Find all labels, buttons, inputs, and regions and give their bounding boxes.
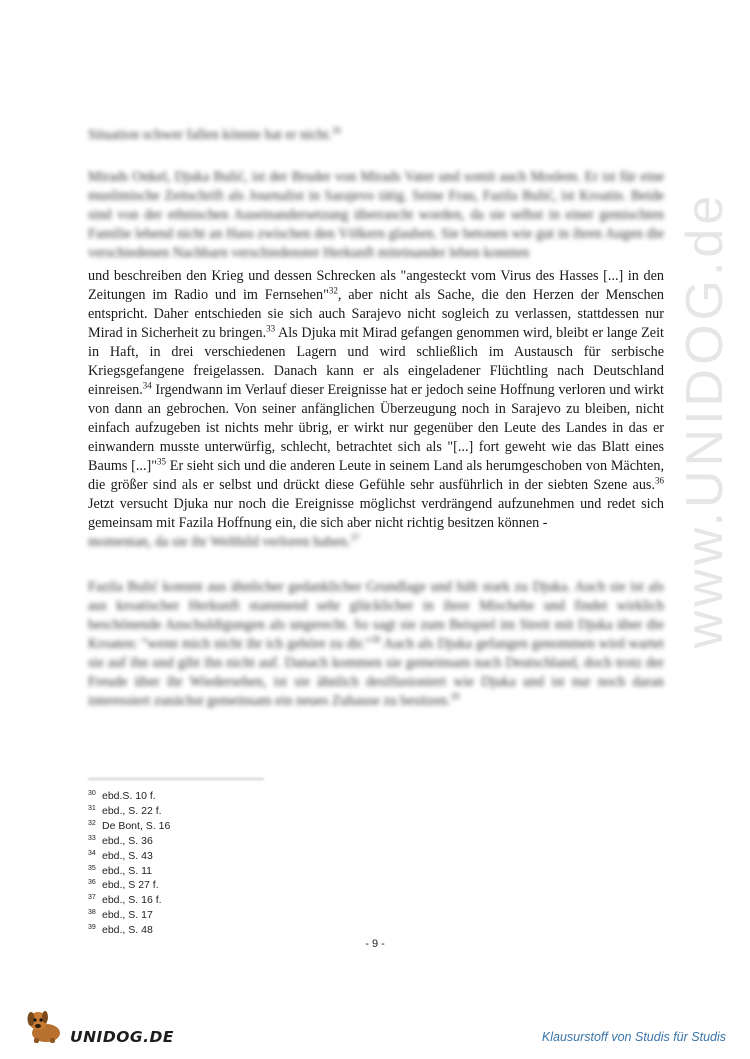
footnote-text: ebd., S. 17 (102, 909, 153, 922)
main-sentence-1: und beschreiben den Krieg und dessen Schrecken als "angesteckt vom Virus des Hasses [...] in den Zeitungen im Radio und im Fernsehen" (88, 268, 664, 303)
footnotes-list (88, 789, 388, 938)
footnote-text: ebd., S. 48 (102, 924, 153, 937)
footnote-number: 35 (88, 864, 96, 872)
footnote-number: 39 (88, 924, 96, 932)
footnote-number: 32 (88, 819, 96, 827)
paragraph-end-blurred (88, 533, 664, 552)
footnote-number: 38 (88, 909, 96, 917)
footnote-number: 33 (88, 834, 96, 842)
paragraph-djuka-main (88, 267, 664, 533)
paragraph-djuka-intro-blurred (88, 168, 664, 263)
footnote-divider (88, 778, 264, 780)
footnote-ref-36: 36 (655, 475, 664, 486)
fazila-text-1: Fazila Bulić kommt aus ähnlicher gedanklicher Grundlage und hält stark zu Djuka. Auch sie ist als aus kroatischer Herkunft stammend sehr glücklicher in ihrer Mischehe und findet wirklich beschönende Anschuldigungen als ungerecht. So sagt sie zum Beispiel im Streit mit Djuka über die Kroaten: "wenn mich nicht ihr ich gehöre zu dir." (88, 579, 664, 652)
footnote-text: ebd., S. 11 (102, 864, 153, 877)
main-sentence-3: Als Djuka mit Mirad gefangen genommen wird, bleibt er lange Zeit in Haft, in drei verschiedenen Lagern und wird schließlich im Austausch für serbische Kriegsgefangene freigelassen. Danach kann er als eingeladener Flüchtling nach Deutschland einreisen. (88, 325, 664, 398)
footnote-ref-34: 34 (142, 380, 152, 391)
footnote-item (88, 864, 388, 879)
footnote-text: ebd., S. 36 (102, 834, 153, 847)
top-blurred-text: Situation schwer fallen könnte hat er nicht. (88, 127, 332, 143)
footnote-item (88, 923, 388, 938)
footnote-text: ebd., S. 43 (102, 849, 153, 862)
unidog-logo[interactable] (24, 1005, 184, 1045)
paragraph-fazila-blurred (88, 578, 664, 711)
footnote-ref-32: 32 (328, 285, 338, 296)
footnote-item (88, 789, 388, 804)
footnote-item (88, 819, 388, 834)
end-blurred-text: momentan, da sie ihr Weltbild verloren haben. (88, 534, 351, 550)
main-sentence-4: Irgendwann im Verlauf dieser Ereignisse hat er jedoch seine Hoffnung verloren und wirkt von dann an gebrochen. Von seiner anfänglichen Überzeugung noch in Sarajevo zu bleiben, nicht einfach aufzugeben ist nichts mehr übrig, er wirkt nur gegenüber den Leute des Landes in das er einwandern musste unterwürfig, schlecht, betrachtet sich als "[...] fort geweht wie das Blatt eines Baums [...]" (88, 382, 664, 474)
watermark: www.UNIDOG.de (676, 191, 734, 649)
page-number: - 9 - (365, 938, 385, 950)
logo-text: UNIDOG.DE (70, 1028, 174, 1046)
paragraph-top-blurred (88, 126, 664, 145)
footnote-number: 30 (88, 790, 96, 797)
footnote-item (88, 878, 388, 893)
footnote-ref-39: 39 (450, 691, 460, 702)
main-sentence-5: Er sieht sich und die anderen Leute in seinem Land als herumgeschoben von Mächten, die größer sind als er selbst und drückt diese Gefühle sehr ausführlich in der siebten Szene aus. (88, 458, 664, 493)
footnote-ref-30: 30 (331, 125, 341, 136)
footnote-ref-38: 38 (371, 634, 381, 645)
footnote-number: 31 (88, 804, 96, 812)
djuka-intro-text: Mirads Onkel, Djuka Bulić, ist der Bruder von Mirads Vater und somit auch Moslem. Er ist für eine muslimische Zeitschrift als Journalist in Sarajevo tätig. Seine Frau, Fazila Bulić, ist Kroatin. Beide sind von der ethnischen Auseinandersetzung überrascht worden, da sie selbst in einer gemischten Familie lebend nicht an Hass zwischen den Völkern glauben. Sie betonen wie gut in ihren Augen die verschiedenen Nachbarn verschiedenster Herkunft miteinander leben konnten (88, 169, 664, 261)
footnote-item (88, 908, 388, 923)
footnote-text: ebd., S. 16 f. (102, 894, 162, 907)
footnote-text: ebd.S. 10 f. (102, 790, 156, 802)
footnote-text: ebd., S. 22 f. (102, 804, 162, 817)
footnote-number: 36 (88, 879, 96, 887)
footnote-text: De Bont, S. 16 (102, 819, 171, 832)
footnote-item (88, 893, 388, 908)
fazila-text-2: Auch als Djuka gefangen genommen wird wartet sie auf ihn und gibt ihn nicht auf. Danach kommen sie gemeinsam nach Deutschland, doch trotz der Freude über ihr Wiedersehen, ist sie ähnlich desillusioniert wie Djuka und ist nur noch daran interessiert zunächst gemeinsam ein neues Zuhause zu besitzen. (88, 636, 664, 709)
main-sentence-2: , aber nicht als Sache, die den Herzen der Menschen entspricht. Daher entschieden sie sich auch Sarajevo nicht sogleich zu verlassen, stattdessen nur Mirad in Sicherheit zu bringen. (88, 287, 664, 341)
footnote-ref-35: 35 (157, 456, 167, 467)
footnote-number: 37 (88, 894, 96, 902)
footnote-text: ebd., S 27 f. (102, 879, 159, 892)
main-sentence-6: Jetzt versucht Djuka nur noch die Ereignisse möglichst verdrängend aufzunehmen und redet sich gemeinsam mit Fazila Hoffnung ein, die sich aber nicht richtig besitzen können - (88, 496, 664, 531)
footnote-item (88, 849, 388, 864)
footnote-ref-33: 33 (266, 323, 276, 334)
dog-icon (24, 1005, 74, 1045)
footer-tagline: Klausurstoff von Studis für Studis (541, 1030, 726, 1044)
footnote-ref-37: 37 (350, 532, 360, 543)
footnote-item (88, 834, 388, 849)
footnote-item (88, 804, 388, 819)
footnote-number: 34 (88, 849, 96, 857)
